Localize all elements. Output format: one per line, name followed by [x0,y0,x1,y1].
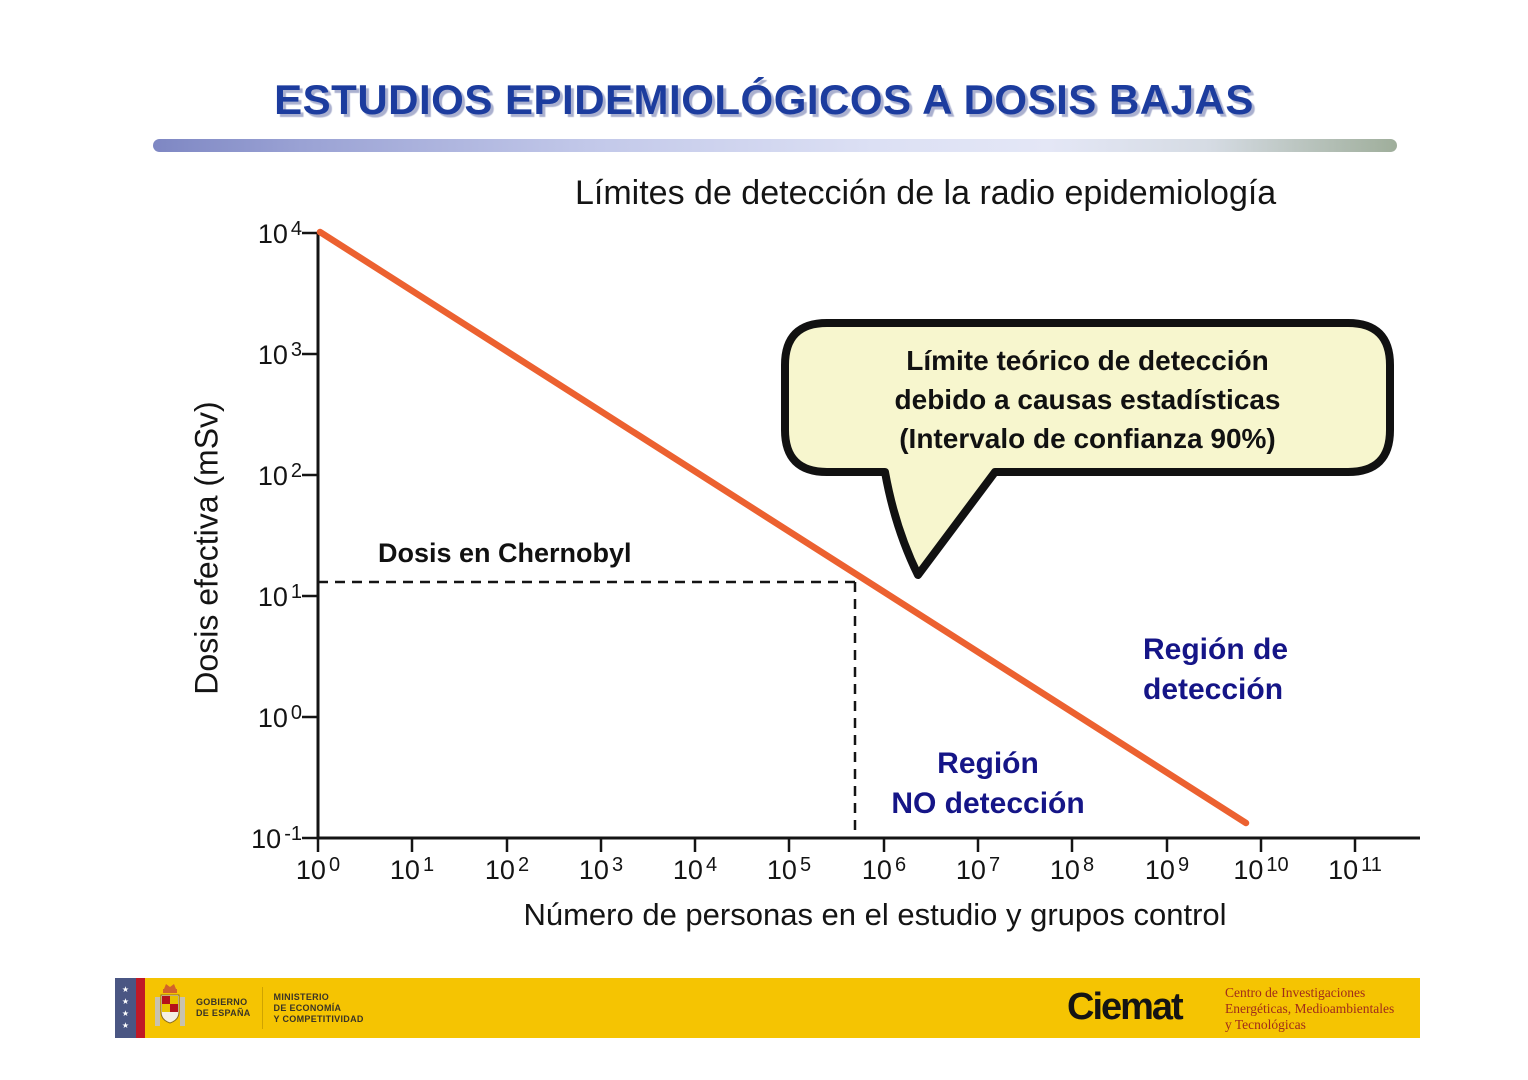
y-tick-exp: 2 [290,460,302,482]
y-tick-exp: 0 [290,702,302,724]
x-tick-label [1310,852,1400,886]
eu-flag-strip [115,978,136,1038]
x-tick-base: 10 [1049,855,1080,885]
chernobyl-reference-label: Dosis en Chernobyl [378,538,632,568]
star-icon: ★ [121,1021,130,1030]
x-tick-label [556,852,646,886]
ciemat-desc-line-1: Centro de Investigaciones [1225,985,1366,1000]
region-detection-line-1: Región de [1143,633,1289,666]
x-tick-exp: 3 [611,854,624,876]
x-tick-exp: 1 [422,854,435,876]
x-tick-marks [318,838,1355,852]
ministry-line-2: DE ECONOMÍA [273,1002,342,1013]
x-tick-base: 10 [672,855,703,885]
x-tick-base: 10 [389,855,420,885]
ciemat-desc-line-2: Energéticas, Medioambientales [1225,1001,1395,1016]
x-tick-exp: 8 [1082,854,1095,876]
x-tick-base: 10 [578,855,609,885]
government-line-1: GOBIERNO [196,997,248,1007]
y-tick-exp: 1 [290,581,302,603]
y-tick-base: 10 [257,340,288,370]
y-tick-exp: 3 [290,339,302,361]
y-tick-label [224,216,302,250]
x-tick-base: 10 [484,855,515,885]
government-line-2: DE ESPAÑA [196,1008,251,1018]
x-tick-exp: 9 [1177,854,1190,876]
x-tick-exp: 6 [894,854,907,876]
coat-of-arms-icon [153,982,187,1034]
star-icon: ★ [121,1009,130,1018]
x-tick-base: 10 [295,855,326,885]
callout-line-3: (Intervalo de confianza 90%) [899,423,1276,454]
y-tick-label [224,700,302,734]
x-tick-exp: 10 [1266,854,1289,876]
x-tick-exp: 4 [705,854,718,876]
y-tick-label [224,458,302,492]
x-tick-exp: 0 [328,854,341,876]
x-tick-label [933,852,1023,886]
ciemat-description [1225,985,1394,1033]
chart-title: Límites de detección de la radio epidemiología [575,174,1277,212]
slide-title: ESTUDIOS EPIDEMIOLÓGICOS A DOSIS BAJAS [274,76,1254,123]
footer-bar [115,978,1420,1038]
x-tick-exp: 7 [988,854,1001,876]
y-tick-base: 10 [257,582,288,612]
y-tick-marks [302,233,318,838]
x-tick-base: 10 [766,855,797,885]
x-tick-label [839,852,929,886]
ciemat-logo: Ciemat [1067,986,1182,1028]
ciemat-desc-line-3: y Tecnológicas [1225,1017,1306,1032]
region-detection-label [1143,630,1288,710]
y-tick-base: 10 [257,703,288,733]
x-tick-label [1027,852,1117,886]
star-icon: ★ [121,985,130,994]
y-tick-base: 10 [251,824,282,854]
y-tick-base: 10 [257,461,288,491]
region-detection-line-2: detección [1143,673,1284,706]
x-tick-label [650,852,740,886]
x-tick-exp: 5 [799,854,812,876]
y-tick-label [224,821,302,855]
logo-divider [262,987,263,1029]
y-tick-label [224,579,302,613]
x-tick-label [744,852,834,886]
star-icon: ★ [121,997,130,1006]
y-tick-label [224,337,302,371]
callout-text [795,341,1380,458]
x-tick-label [1122,852,1212,886]
chernobyl-dashed-lines [318,582,855,838]
x-tick-label [1216,852,1306,886]
y-axis-title: Dosis efectiva (mSv) [188,401,225,695]
ministry-line-1: MINISTERIO [273,991,330,1002]
region-no-detection-line-2: NO detección [891,787,1085,820]
x-tick-base: 10 [1233,855,1264,885]
spain-government-logo [115,978,364,1038]
ministry-label [274,992,364,1025]
x-tick-base: 10 [955,855,986,885]
government-label [196,997,251,1019]
x-tick-label [462,852,552,886]
spain-flag-stripe [136,978,145,1038]
x-tick-base: 10 [1328,855,1359,885]
x-tick-base: 10 [1144,855,1175,885]
region-no-detection-line-1: Región [937,747,1039,780]
x-tick-base: 10 [861,855,892,885]
x-axis-title: Número de personas en el estudio y grupos control [523,897,1227,932]
y-tick-exp: 4 [290,218,302,240]
x-tick-label [273,852,363,886]
ministry-line-3: Y COMPETITIVIDAD [273,1013,364,1024]
region-no-detection-label [858,744,1118,824]
x-tick-exp: 2 [517,854,530,876]
callout-line-1: Límite teórico de detección [906,345,1269,376]
y-tick-base: 10 [257,219,288,249]
y-tick-exp: -1 [284,823,302,845]
callout-line-2: debido a causas estadísticas [894,384,1281,415]
x-tick-exp: 11 [1361,854,1382,876]
x-tick-label [367,852,457,886]
